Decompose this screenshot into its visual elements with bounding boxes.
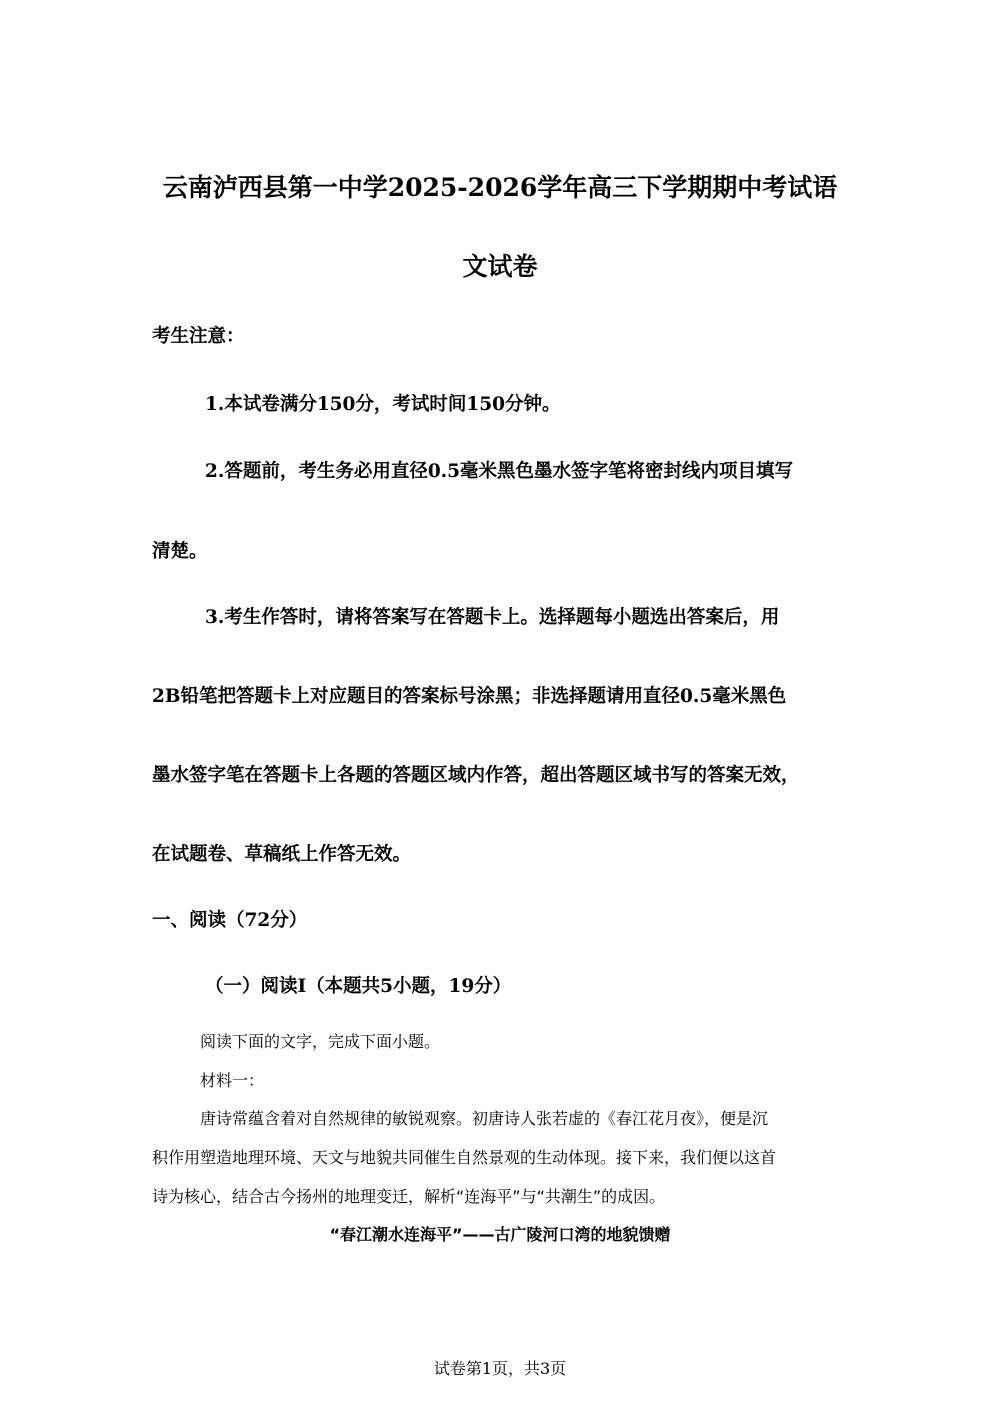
- material-paragraph-line2: 积作用塑造地理环境、天文与地貌共同催生自然景观的生动体现。接下来，我们便以这首: [152, 1148, 777, 1167]
- notice-item-2-line1: 2.答题前，考生务必用直径0.5毫米黑色墨水签字笔将密封线内项目填写: [205, 461, 794, 482]
- page-footer: 试卷第1页，共3页: [433, 1359, 567, 1378]
- notice-item-3-line4: 在试题卷、草稿纸上作答无效。: [152, 844, 412, 865]
- notice-item-3-line3: 墨水签字笔在答题卡上各题的答题区域内作答，超出答题区域书写的答案无效，: [152, 765, 800, 786]
- notice-heading: 考生注意：: [152, 326, 245, 347]
- notice-item-3-line1: 3.考生作答时，请将答案写在答题卡上。选择题每小题选出答案后，用: [205, 607, 780, 628]
- reading-instruction: 阅读下面的文字，完成下面小题。: [200, 1032, 441, 1051]
- section-heading-reading: 一、阅读（72分）: [152, 910, 308, 931]
- exam-title-line2: 文试卷: [462, 252, 538, 281]
- exam-title-line1: 云南泸西县第一中学2025-2026学年高三下学期期中考试语: [162, 173, 838, 202]
- material-paragraph-line3: 诗为核心，结合古今扬州的地理变迁，解析“连海平”与“共潮生”的成因。: [152, 1187, 666, 1206]
- subsection-heading: （一）阅读I（本题共5小题，19分）: [205, 976, 512, 997]
- material-label: 材料一：: [200, 1071, 265, 1090]
- notice-item-3-line2: 2B铅笔把答题卡上对应题目的答案标号涂黑；非选择题请用直径0.5毫米黑色: [152, 686, 787, 707]
- notice-item-2-line2: 清楚。: [152, 541, 208, 562]
- article-subtitle: “春江潮水连海平”——古广陵河口湾的地貌馈赠: [329, 1225, 671, 1244]
- material-paragraph-line1: 唐诗常蕴含着对自然规律的敏锐观察。初唐诗人张若虚的《春江花月夜》，便是沉: [200, 1109, 769, 1128]
- notice-item-1: 1.本试卷满分150分，考试时间150分钟。: [205, 394, 561, 415]
